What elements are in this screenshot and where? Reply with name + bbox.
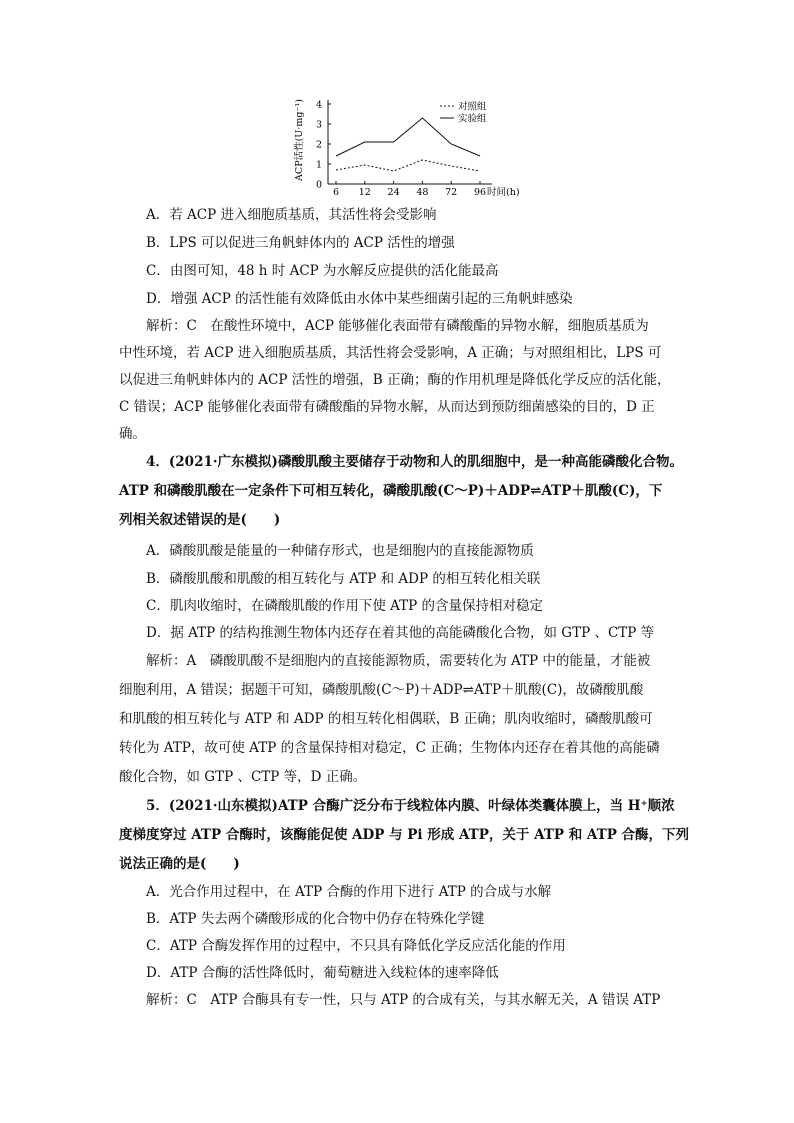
x-axis-label: 时间(h) <box>487 187 520 198</box>
line-chart-svg <box>290 96 540 201</box>
option-3c: C．由图可知，48 h 时 ACP 为水解反应提供的活化能最高 <box>146 263 499 279</box>
option-4a: A．磷酸肌酸是能量的一种储存形式，也是细胞内的直接能源物质 <box>146 543 534 559</box>
question-5-line: 度梯度穿过 ATP 合酶时，该酶能促使 ADP 与 Pi 形成 ATP，关于 ATP 和 ATP 合酶，下列 <box>119 827 690 843</box>
x-tick-label: 72 <box>445 187 458 198</box>
legend-label: 实验组 <box>458 113 487 125</box>
x-tick-label: 48 <box>416 187 429 198</box>
option-5a: A．光合作用过程中，在 ATP 合酶的作用下进行 ATP 的合成与水解 <box>146 884 552 900</box>
question-5-line: 说法正确的是( ) <box>119 856 240 872</box>
y-tick-label: 3 <box>315 119 322 131</box>
option-5c: C．ATP 合酶发挥作用的过程中，不只具有降低化学反应活化能的作用 <box>146 938 566 954</box>
explanation-line: C 错误；ACP 能够催化表面带有磷酸酯的异物水解，从而达到预防细菌感染的目的，D 正 <box>119 399 655 415</box>
option-3a: A．若 ACP 进入细胞质基质，其活性将会受影响 <box>146 207 437 223</box>
option-3b: B．LPS 可以促进三角帆蚌体内的 ACP 活性的增强 <box>146 235 455 251</box>
question-4-line: 4．(2021·广东模拟)磷酸肌酸主要储存于动物和人的肌细胞中，是一种高能磷酸化合物。 <box>146 454 683 470</box>
y-tick-label: 4 <box>315 99 322 111</box>
explanation-line: 和肌酸的相互转化与 ATP 和 ADP 的相互转化相偶联，B 正确；肌肉收缩时，磷酸肌酸可 <box>119 711 653 727</box>
acp-activity-chart <box>290 96 540 201</box>
explanation-line: 解析：A 磷酸肌酸不是细胞内的直接能源物质，需要转化为 ATP 中的能量，才能被 <box>146 653 651 669</box>
question-4-line: 列相关叙述错误的是( ) <box>119 512 281 528</box>
option-4b: B．磷酸肌酸和肌酸的相互转化与 ATP 和 ADP 的相互转化相关联 <box>146 571 541 587</box>
question-4-line: ATP 和磷酸肌酸在一定条件下可相互转化，磷酸肌酸(C～P)＋ADP⇌ATP＋肌酸(C)，下 <box>119 483 663 499</box>
y-axis-label: ACP活性(U·mg⁻¹) <box>294 99 305 181</box>
option-5d: D．ATP 合酶的活性降低时，葡萄糖进入线粒体的速率降低 <box>146 965 499 981</box>
explanation-line: 以促进三角帆蚌体内的 ACP 活性的增强，B 正确；酶的作用机理是降低化学反应的活化能， <box>119 372 671 388</box>
explanation-line: 确。 <box>119 426 146 442</box>
y-tick-label: 1 <box>315 159 322 171</box>
explanation-line: 解析：C ATP 合酶具有专一性，只与 ATP 的合成有关，与其水解无关，A 错误 ATP <box>146 992 661 1008</box>
y-tick-label: 2 <box>315 139 322 151</box>
explanation-line: 细胞利用，A 错误；据题干可知，磷酸肌酸(C～P)＋ADP⇌ATP＋肌酸(C)，故磷酸肌酸 <box>119 682 644 698</box>
legend-label: 对照组 <box>458 101 487 113</box>
x-tick-label: 12 <box>358 187 371 198</box>
explanation-line: 酸化合物，如 GTP 、CTP 等，D 正确。 <box>119 769 367 785</box>
x-tick-label: 6 <box>332 187 340 198</box>
x-tick-label: 96 <box>473 187 487 198</box>
x-tick-label: 24 <box>387 187 400 198</box>
y-tick-label: 0 <box>315 179 322 191</box>
explanation-line: 中性环境，若 ACP 进入细胞质基质，其活性将会受影响，A 正确；与对照组相比，LPS 可 <box>119 345 662 361</box>
explanation-line: 转化为 ATP，故可使 ATP 的含量保持相对稳定，C 正确；生物体内还存在着其他的高能磷 <box>119 740 660 756</box>
option-4c: C．肌肉收缩时，在磷酸肌酸的作用下使 ATP 的含量保持相对稳定 <box>146 598 544 614</box>
explanation-line: 解析：C 在酸性环境中，ACP 能够催化表面带有磷酸酯的异物水解，细胞质基质为 <box>146 318 649 334</box>
option-4d: D．据 ATP 的结构推测生物体内还存在着其他的高能磷酸化合物，如 GTP 、CTP 等 <box>146 625 655 641</box>
question-5-line: 5．(2021·山东模拟)ATP 合酶广泛分布于线粒体内膜、叶绿体类囊体膜上，当 H⁺顺浓 <box>146 798 675 814</box>
option-3d: D．增强 ACP 的活性能有效降低由水体中某些细菌引起的三角帆蚌感染 <box>146 291 573 307</box>
series-line-1 <box>336 160 480 171</box>
option-5b: B．ATP 失去两个磷酸形成的化合物中仍存在特殊化学键 <box>146 911 485 927</box>
